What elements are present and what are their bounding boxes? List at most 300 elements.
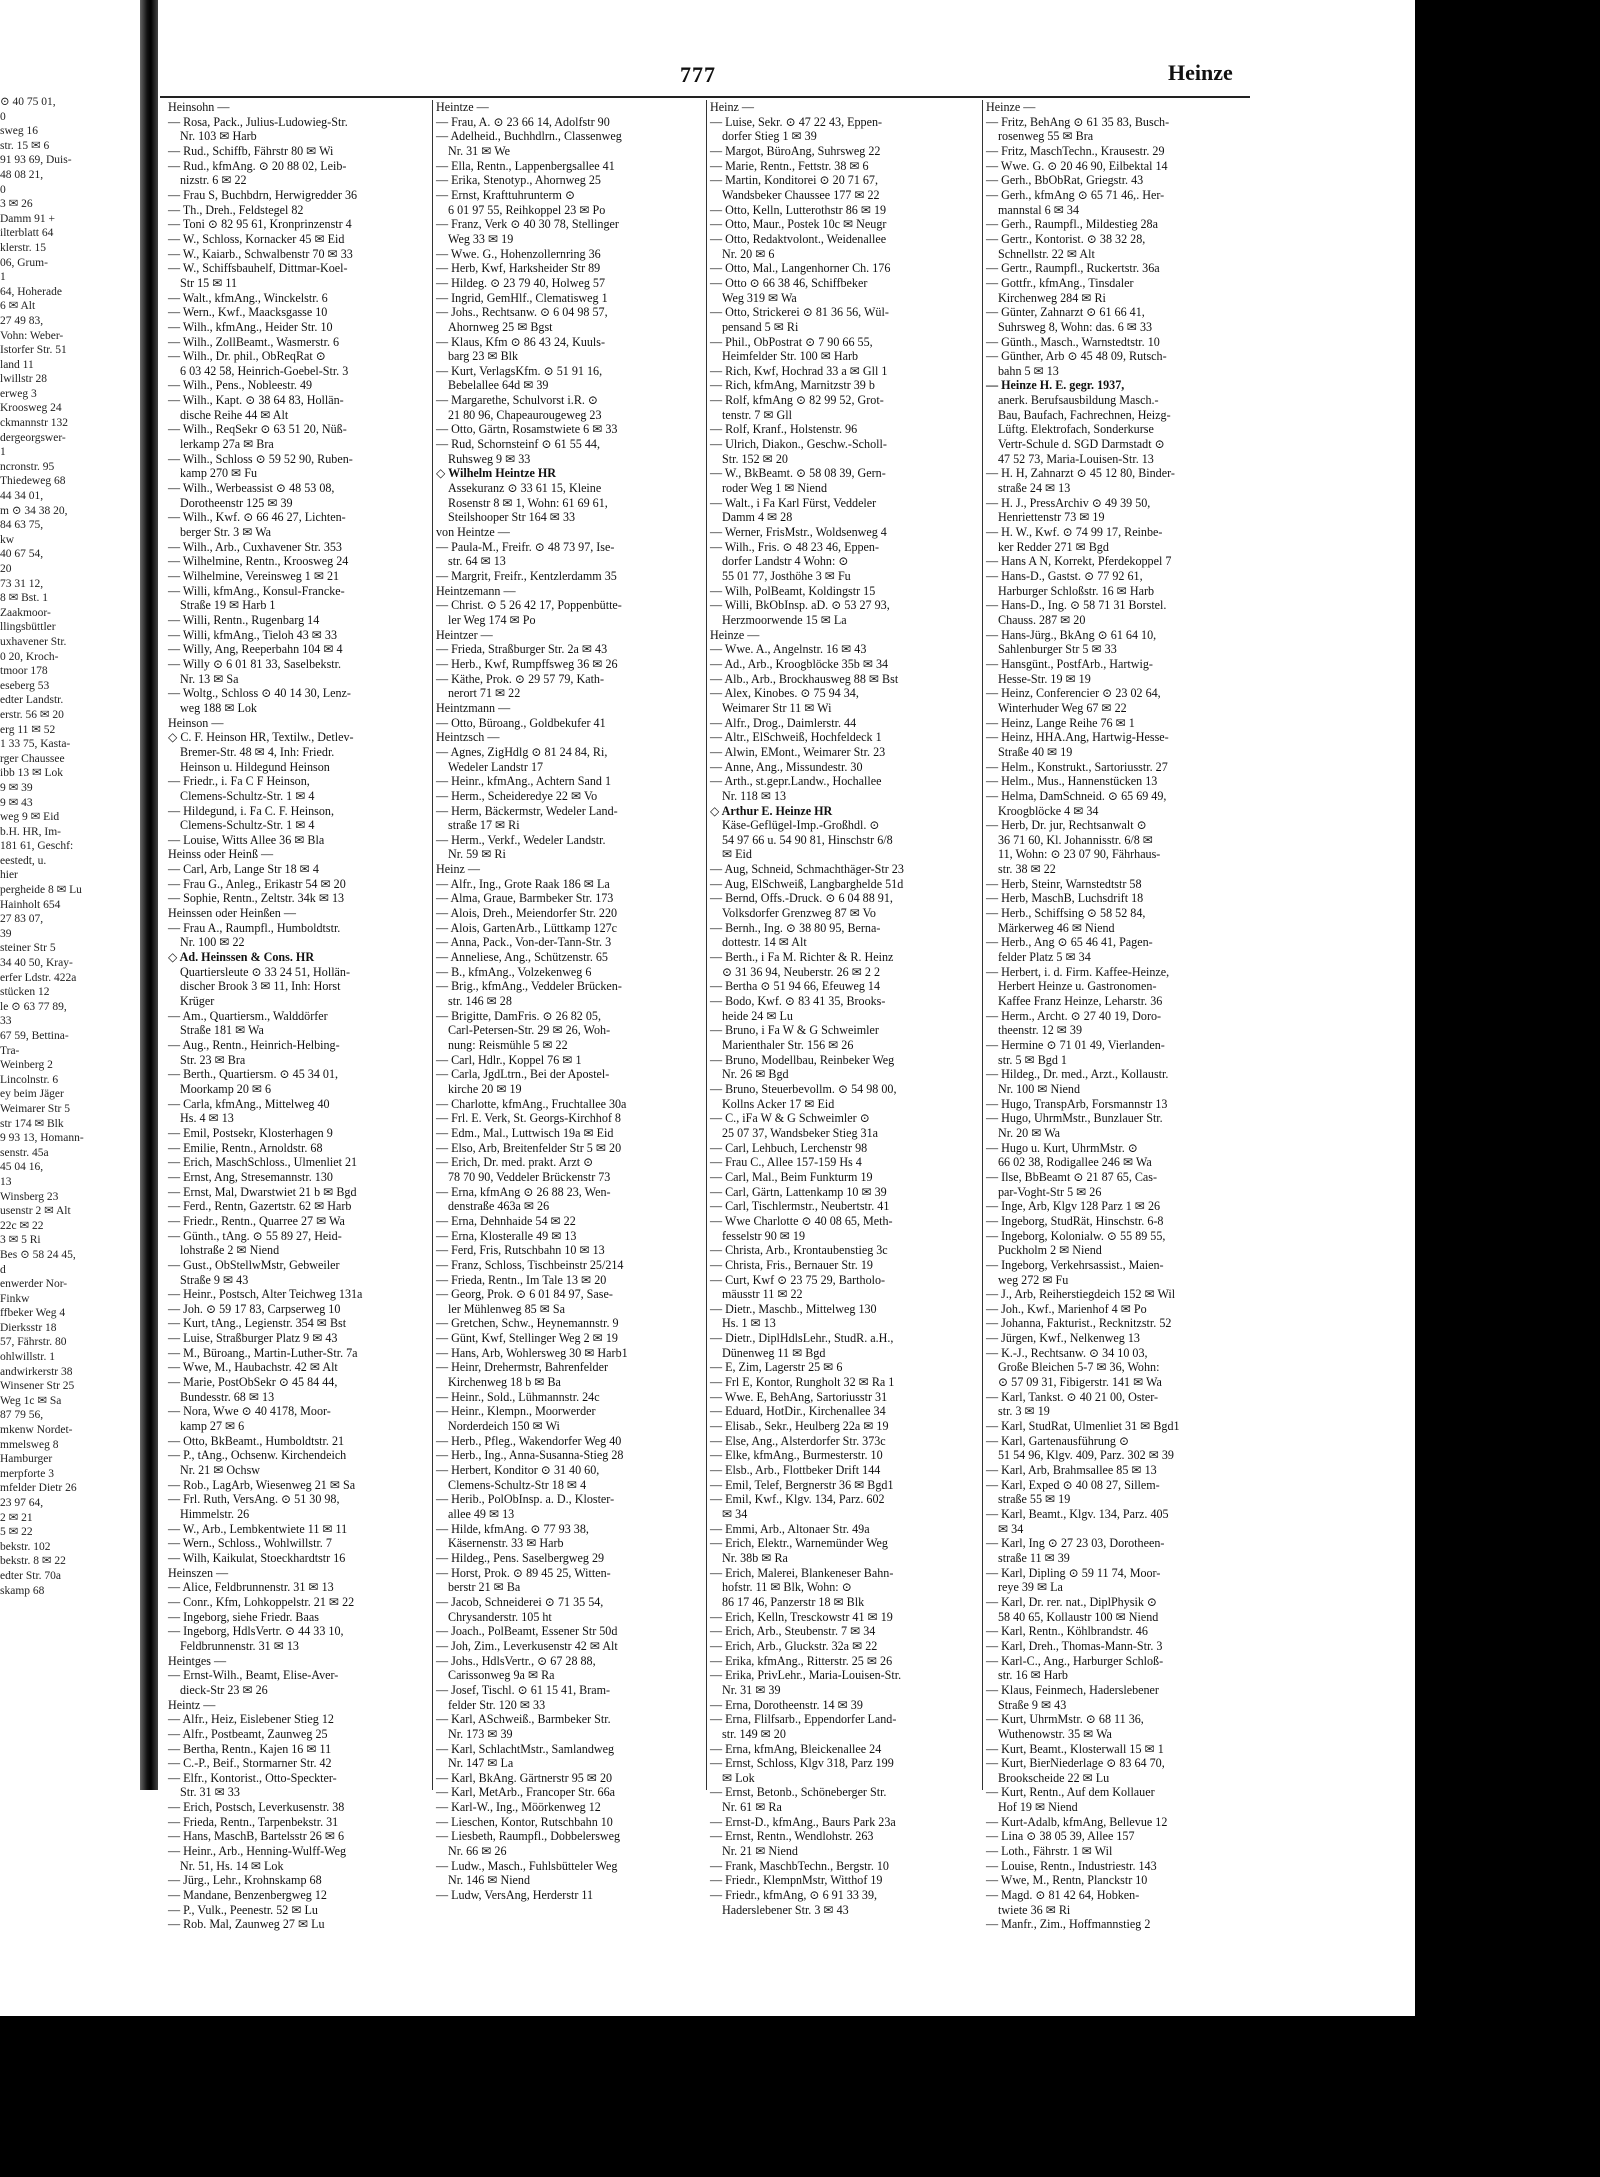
entry-continuation: Straße 9 ✉ 43	[998, 1697, 1067, 1712]
directory-entry: — Carla, JgdLtrn., Bei der Apostel-	[436, 1067, 610, 1082]
directory-entry: — Jacob, Schneiderei ⊙ 71 35 54,	[436, 1594, 604, 1609]
directory-entry: — Ernst, Rentn., Wendlohstr. 263	[710, 1829, 874, 1844]
entry-continuation: ⊙ 31 36 94, Neuberstr. 26 ✉ 2 2	[722, 964, 880, 979]
directory-entry: — Heinr., Sold., Lühmannstr. 24c	[436, 1389, 600, 1404]
margin-fragment: 27 49 83,	[0, 314, 44, 327]
margin-fragment: 0 20, Kroch-	[0, 650, 59, 663]
margin-fragment: ibb 13 ✉ Lok	[0, 767, 63, 780]
entry-continuation: ker Redder 271 ✉ Bgd	[998, 539, 1109, 554]
directory-entry: — Gertr., Kontorist. ⊙ 38 32 28,	[986, 231, 1146, 246]
directory-entry: — Manfr., Zim., Hoffmannstieg 2	[986, 1917, 1151, 1932]
entry-continuation: Nr. 61 ✉ Ra	[722, 1800, 782, 1815]
margin-fragment: hier	[0, 869, 18, 882]
directory-entry: — Bernd, Offs.-Druck. ⊙ 6 04 88 91,	[710, 891, 893, 906]
directory-entry: — Klaus, Feinmech, Haderslebener	[986, 1682, 1159, 1697]
directory-entry: — Carl, Lehbuch, Lerchenstr 98	[710, 1140, 868, 1155]
entry-continuation: Nr. 66 ✉ 26	[448, 1844, 507, 1859]
directory-entry: ◇ C. F. Heinson HR, Textilw., Detlev-	[168, 730, 354, 745]
entry-continuation: kamp 270 ✉ Fu	[180, 466, 257, 481]
margin-fragment: 2 ✉ 21	[0, 1511, 33, 1524]
entry-continuation: ler Weg 174 ✉ Po	[448, 612, 536, 627]
directory-entry: — P., Vulk., Peenestr. 52 ✉ Lu	[168, 1902, 318, 1917]
margin-fragment: 3 ✉ 5 Ri	[0, 1234, 41, 1247]
directory-entry: — Günt, Kwf, Stellinger Weg 2 ✉ 19	[436, 1331, 618, 1346]
margin-fragment: ohlwillstr. 1	[0, 1351, 55, 1364]
directory-entry: — Otto, Büroang., Goldbekufer 41	[436, 715, 606, 730]
directory-entry: — Frieda, Rentn., Im Tale 13 ✉ 20	[436, 1272, 607, 1287]
directory-entry: — Otto, Maur., Postek 10c ✉ Neugr	[710, 217, 887, 232]
entry-continuation: 66 02 38, Rodigallee 246 ✉ Wa	[998, 1155, 1152, 1170]
margin-fragment: Dierksstr 18	[0, 1321, 57, 1334]
entry-continuation: Weg 33 ✉ 19	[448, 231, 514, 246]
margin-fragment: 91 93 69, Duis-	[0, 154, 72, 167]
left-page-margin	[0, 95, 138, 1795]
margin-fragment: kw	[0, 533, 15, 546]
directory-entry: — Heinr, Drehermstr, Bahrenfelder	[436, 1360, 608, 1375]
margin-fragment: mkenw Nordet-	[0, 1424, 73, 1437]
directory-entry: — Frl E, Kontor, Rungholt 32 ✉ Ra 1	[710, 1375, 895, 1390]
directory-entry: — Helm., Mus., Hannenstücken 13	[986, 774, 1158, 789]
margin-fragment: 6 ✉ Alt	[0, 300, 36, 313]
margin-fragment: erstr. 56 ✉ 20	[0, 708, 64, 721]
directory-entry: — Emmi, Arb., Altonaer Str. 49a	[710, 1521, 870, 1536]
directory-entry: — Karl, BkAng. Gärtnerstr 95 ✉ 20	[436, 1770, 613, 1785]
directory-entry: — Charlotte, kfmAng., Fruchtallee 30a	[436, 1096, 627, 1111]
directory-entry: — Rich, kfmAng, Marnitzstr 39 b	[710, 378, 875, 393]
directory-entry: — Friedr., i. Fa C F Heinson,	[168, 774, 310, 789]
directory-entry: — Heinr., Klempn., Moorwerder	[436, 1404, 596, 1419]
margin-fragment: eseberg 53	[0, 679, 50, 692]
entry-continuation: Quartiersleute ⊙ 33 24 51, Hollän-	[180, 964, 350, 979]
directory-entry: — Friedr., Rentn., Quarree 27 ✉ Wa	[168, 1213, 345, 1228]
directory-entry: — Aug., Rentn., Heinrich-Helbing-	[168, 1038, 340, 1052]
directory-entry: — Friedr., kfmAng, ⊙ 6 91 33 39,	[710, 1888, 878, 1903]
directory-entry: — Edm., Mal., Luttwisch 19a ✉ Eid	[436, 1125, 614, 1140]
directory-entry: — Karl, Tankst. ⊙ 40 21 00, Oster-	[986, 1389, 1159, 1404]
entry-continuation: tenstr. 7 ✉ Gll	[722, 407, 792, 422]
directory-entry: — Bodo, Kwf. ⊙ 83 41 35, Brooks-	[710, 994, 886, 1009]
directory-entry: — Frau S, Buchbdrn, Herwigredder 36	[168, 187, 358, 202]
directory-entry: — Hildeg., Dr. med., Arzt., Kollaustr.	[986, 1067, 1169, 1082]
directory-entry: — Käthe, Prok. ⊙ 29 57 79, Kath-	[436, 671, 605, 686]
margin-fragment: Kroosweg 24	[0, 402, 62, 415]
directory-entry: — Willi, kfmAng., Tieloh 43 ✉ 33	[168, 627, 338, 642]
entry-continuation: mäusstr 11 ✉ 22	[722, 1287, 803, 1302]
entry-continuation: Nr. 103 ✉ Harb	[180, 129, 257, 144]
directory-entry: — Ludw, VersAng, Herderstr 11	[436, 1888, 594, 1903]
directory-entry: — Erich, Postsch, Leverkusenstr. 38	[168, 1800, 345, 1815]
entry-continuation: Heinson u. Hildegund Heinson	[180, 759, 330, 774]
margin-fragment: andwirkerstr 38	[0, 1365, 73, 1378]
margin-fragment: 22c ✉ 22	[0, 1219, 44, 1232]
directory-entry: — Ingrid, GemHlf., Clematisweg 1	[436, 290, 608, 305]
directory-entry: — Hansgünt., PostfArb., Hartwig-	[986, 656, 1153, 671]
directory-entry: — Wilh., Kwf. ⊙ 66 46 27, Lichten-	[168, 510, 346, 525]
directory-entry: — Brigitte, DamFris. ⊙ 26 82 05,	[436, 1008, 601, 1023]
entry-continuation: Bremer-Str. 48 ✉ 4, Inh: Friedr.	[180, 744, 335, 759]
directory-entry: — Wilh., kfmAng., Heider Str. 10	[168, 319, 333, 334]
directory-entry: — Erich, Elektr., Warnemünder Weg	[710, 1536, 888, 1551]
margin-fragment: 48 08 21,	[0, 168, 44, 181]
directory-entry: — Wilh., ZollBeamt., Wasmerstr. 6	[168, 334, 340, 349]
directory-entry: — Herb., Ang ⊙ 65 46 41, Pagen-	[986, 935, 1153, 950]
margin-fragment: 23 97 64,	[0, 1497, 44, 1509]
entry-continuation: berstr 21 ✉ Ba	[448, 1580, 521, 1595]
directory-entry: — Bertha ⊙ 51 94 66, Efeuweg 14	[710, 979, 881, 994]
directory-entry: — H. W., Kwf. ⊙ 74 99 17, Reinbe-	[986, 525, 1163, 540]
entry-continuation: Ahornweg 25 ✉ Bgst	[448, 319, 553, 334]
directory-entry: — Alma, Graue, Barmbeker Str. 173	[436, 891, 614, 906]
margin-fragment: 06, Grum-	[0, 256, 48, 269]
entry-continuation: Große Bleichen 5-7 ✉ 36, Wohn:	[998, 1360, 1160, 1375]
margin-fragment: 40 67 54,	[0, 548, 44, 561]
directory-entry: — Herbert, i. d. Firm. Kaffee-Heinze,	[986, 964, 1170, 979]
entry-continuation: straße 55 ✉ 19	[998, 1492, 1071, 1507]
entry-continuation: Puckholm 2 ✉ Niend	[998, 1243, 1102, 1258]
directory-entry: — P., tAng., Ochsenw. Kirchendeich	[168, 1448, 347, 1463]
directory-entry: — Anne, Ang., Missundestr. 30	[710, 759, 863, 774]
directory-entry: — W., Schloss, Kornacker 45 ✉ Eid	[168, 231, 345, 246]
margin-fragment: erfer Ldstr. 422a	[0, 971, 77, 984]
entry-continuation: Hesse-Str. 19 ✉ 19	[998, 671, 1091, 686]
directory-entry: — Wilh., Fris. ⊙ 48 23 46, Eppen-	[710, 539, 879, 554]
entry-continuation: Straße 40 ✉ 19	[998, 744, 1073, 759]
margin-fragment: d	[0, 1263, 6, 1276]
directory-entry: — Carla, kfmAng., Mittelweg 40	[168, 1096, 330, 1111]
directory-entry: — Margrit, Freifr., Kentzlerdamm 35	[436, 569, 617, 583]
directory-entry: — Arth., st.gepr.Landw., Hochallee	[710, 774, 882, 789]
margin-fragment: mmelsweg 8	[0, 1438, 59, 1451]
entry-continuation: Käse-Geflügel-Imp.-Großhdl. ⊙	[722, 818, 880, 833]
directory-entry: — Altr., ElSchweiß, Hochfeldeck 1	[710, 730, 882, 745]
directory-entry: — Heinr., kfmAng., Achtern Sand 1	[436, 774, 611, 789]
directory-entry: — Willi, Rentn., Rugenbarg 14	[168, 612, 320, 627]
surname-heading: Heintze —	[436, 100, 489, 114]
directory-entry: — Alwin, EMont., Weimarer Str. 23	[710, 744, 886, 759]
directory-entry: — Lieschen, Kontor, Rutschbahn 10	[436, 1814, 613, 1829]
entry-continuation: str. 146 ✉ 28	[448, 994, 512, 1009]
surname-heading: Heinze —	[710, 627, 760, 642]
directory-entry: — Sophie, Rentn., Zeltstr. 34k ✉ 13	[168, 891, 345, 906]
directory-entry: — Carl, Gärtn, Lattenkamp 10 ✉ 39	[710, 1184, 887, 1199]
directory-entry: — Jürg., Lehr., Krohnskamp 68	[168, 1873, 322, 1888]
directory-entry: — Rosa, Pack., Julius-Ludowieg-Str.	[168, 114, 348, 129]
entry-continuation: 6 01 97 55, Reihkoppel 23 ✉ Po	[448, 202, 606, 217]
directory-entry: — Erna, kfmAng ⊙ 26 88 23, Wen-	[436, 1184, 611, 1199]
entry-continuation: 54 97 66 u. 54 90 81, Hinschstr 6/8	[722, 832, 893, 847]
column-rule	[982, 100, 983, 1790]
directory-entry: — Wilh., Kapt. ⊙ 38 64 83, Hollän-	[168, 393, 344, 408]
directory-entry: — Wwe, M., Haubachstr. 42 ✉ Alt	[168, 1360, 338, 1375]
entry-continuation: barg 23 ✉ Blk	[448, 349, 519, 364]
directory-entry: — Frieda, Straßburger Str. 2a ✉ 43	[436, 642, 608, 657]
directory-entry: — Willy ⊙ 6 01 81 33, Saselbekstr.	[168, 656, 342, 671]
directory-entry: — C., iFa W & G Schweimler ⊙	[710, 1111, 870, 1126]
margin-fragment: 27 83 07,	[0, 913, 44, 926]
entry-continuation: Hs. 4 ✉ 13	[180, 1111, 234, 1126]
directory-entry: — Hermine ⊙ 71 01 49, Vierlanden-	[986, 1038, 1165, 1052]
directory-entry: — Karl, Dr. rer. nat., DiplPhysik ⊙	[986, 1594, 1158, 1609]
directory-entry: — Karl, StudRat, Ulmenliet 31 ✉ Bgd1	[986, 1419, 1180, 1434]
directory-entry: — Elisab., Sekr., Heulberg 22a ✉ 19	[710, 1419, 889, 1434]
directory-entry: — Ernst, Mal, Dwarstwiet 21 b ✉ Bgd	[168, 1184, 357, 1199]
directory-entry: — Aug, ElSchweiß, Langbarghelde 51d	[710, 876, 904, 891]
margin-fragment: 64, Hoherade	[0, 285, 62, 298]
entry-continuation: Str. 31 ✉ 33	[180, 1785, 240, 1800]
directory-entry: — Erna, Flilfsarb., Eppendorfer Land-	[710, 1712, 897, 1727]
directory-entry: — Werner, FrisMstr., Woldsenweg 4	[710, 525, 887, 540]
margin-fragment: 0	[0, 183, 6, 196]
directory-entry: — Herb., Ing., Anna-Susanna-Stieg 28	[436, 1448, 624, 1463]
margin-fragment: 84 63 75,	[0, 519, 44, 532]
margin-fragment: b.H. HR, Im-	[0, 825, 62, 838]
margin-fragment: 13	[0, 1175, 12, 1188]
entry-continuation: Henriettenstr 73 ✉ 19	[998, 510, 1105, 525]
directory-entry: — Luise, Sekr. ⊙ 47 22 43, Eppen-	[710, 114, 883, 129]
directory-entry: — Herm., Archt. ⊙ 27 40 19, Doro-	[986, 1008, 1162, 1023]
entry-continuation: Nr. 146 ✉ Niend	[448, 1873, 531, 1888]
entry-continuation: Clemens-Schultz-Str. 1 ✉ 4	[180, 818, 315, 833]
margin-fragment: ffbeker Weg 4	[0, 1307, 66, 1320]
directory-entry: — Erich, MaschSchloss., Ulmenliet 21	[168, 1155, 358, 1170]
entry-continuation: lohstraße 2 ✉ Niend	[180, 1243, 280, 1258]
entry-continuation: Vertr-Schule d. SGD Darmstadt ⊙	[998, 437, 1165, 452]
directory-entry: — C.-P., Beif., Stormarner Str. 42	[168, 1756, 332, 1771]
directory-entry: — Dietr., DiplHdlsLehr., StudR. a.H.,	[710, 1331, 894, 1346]
directory-entry: — Christa, Fris., Bernauer Str. 19	[710, 1257, 873, 1272]
surname-heading: Heintz —	[168, 1697, 216, 1712]
entry-continuation: nerort 71 ✉ 22	[448, 686, 521, 701]
entry-continuation: Kirchenweg 284 ✉ Ri	[998, 290, 1106, 305]
directory-entry: — Wilhelmine, Rentn., Kroosweg 24	[168, 554, 349, 569]
margin-fragment: Weimarer Str 5	[0, 1102, 70, 1115]
margin-fragment: klerstr. 15	[0, 241, 46, 254]
directory-entry: — Gerh., Raumpfl., Mildestieg 28a	[986, 217, 1158, 232]
entry-continuation: Straße 9 ✉ 43	[180, 1272, 249, 1287]
margin-fragment: Winsener Str 25	[0, 1380, 75, 1393]
directory-entry: — Toni ⊙ 82 95 61, Kronprinzenstr 4	[168, 217, 352, 232]
directory-entry: — Karl, Arb, Brahmsallee 85 ✉ 13	[986, 1463, 1157, 1478]
directory-entry: — Karl, Ing ⊙ 27 23 03, Dorotheen-	[986, 1536, 1165, 1551]
entry-continuation: ⊙ 57 09 31, Fibigerstr. 141 ✉ Wa	[998, 1375, 1162, 1390]
entry-continuation: Haderslebener Str. 3 ✉ 43	[722, 1902, 849, 1917]
directory-entry: — Herm., Verkf., Wedeler Landstr.	[436, 832, 606, 847]
directory-entry: — Walt., kfmAng., Winckelstr. 6	[168, 290, 328, 305]
directory-entry: — Eduard, HotDir., Kirchenallee 34	[710, 1404, 886, 1419]
directory-entry: — Hugo u. Kurt, UhrmMstr. ⊙	[986, 1140, 1138, 1155]
directory-entry: — Helma, DamSchneid. ⊙ 65 69 49,	[986, 788, 1167, 803]
directory-entry: — Wilh., Dr. phil., ObReqRat ⊙	[168, 349, 326, 364]
directory-entry: — Herb, Kwf, Harksheider Str 89	[436, 261, 601, 276]
margin-fragment: 45 04 16,	[0, 1161, 44, 1174]
directory-entry: — Erna, Dorotheenstr. 14 ✉ 39	[710, 1697, 863, 1712]
entry-continuation: Nr. 31 ✉ 39	[722, 1682, 781, 1697]
directory-entry: — Heinz, Conferencier ⊙ 23 02 64,	[986, 686, 1161, 701]
margin-fragment: 67 59, Bettina-	[0, 1030, 69, 1042]
directory-entry: — Kurt-Adalb, kfmAng, Bellevue 12	[986, 1814, 1168, 1829]
column-1	[168, 100, 436, 1932]
margin-fragment: 1 33 75, Kasta-	[0, 738, 71, 751]
directory-entry: — Herb., Schiffsing ⊙ 58 52 84,	[986, 906, 1146, 921]
directory-entry: — Kurt, UhrmMstr. ⊙ 68 11 36,	[986, 1712, 1144, 1727]
directory-entry: — Carl, Tischlermstr., Neubertstr. 41	[710, 1199, 890, 1214]
margin-fragment: skamp 68	[0, 1584, 45, 1597]
directory-entry: — Hildegund, i. Fa C. F. Heinson,	[168, 803, 334, 818]
entry-continuation: kirche 20 ✉ 19	[448, 1081, 522, 1096]
entry-continuation: str. 3 ✉ 19	[998, 1404, 1050, 1419]
directory-entry: — Wilh, PolBeamt, Koldingstr 15	[710, 583, 876, 598]
entry-continuation: 36 71 60, Kl. Johannisstr. 6/8 ✉	[998, 832, 1153, 847]
margin-fragment: 87 79 56,	[0, 1409, 44, 1422]
entry-continuation: Himmelstr. 26	[180, 1507, 250, 1521]
directory-entry: — Ludw., Masch., Fuhlsbütteler Weg	[436, 1858, 618, 1873]
entry-continuation: kamp 27 ✉ 6	[180, 1419, 245, 1434]
directory-entry: — Ernst-Wilh., Beamt, Elise-Aver-	[168, 1668, 339, 1683]
directory-entry: — Christa, Arb., Krontaubenstieg 3c	[710, 1243, 888, 1258]
directory-entry: — Frl. Ruth, VersAng. ⊙ 51 30 98,	[168, 1492, 340, 1507]
directory-entry: — W., Arb., Lembkentwiete 11 ✉ 11	[168, 1521, 348, 1536]
directory-entry: — Margot, BüroAng, Suhrsweg 22	[710, 143, 881, 158]
running-head: Heinze	[1168, 60, 1233, 85]
margin-fragment: bekstr. 102	[0, 1540, 51, 1553]
directory-entry: — Lina ⊙ 38 05 39, Allee 157	[986, 1829, 1135, 1844]
entry-continuation: Nr. 173 ✉ 39	[448, 1726, 513, 1741]
directory-entry: — Alois, GartenArb., Lüttkamp 127c	[436, 920, 618, 935]
entry-continuation: Marienthaler Str. 156 ✉ 26	[722, 1038, 854, 1052]
directory-entry: — Günth., Masch., Warnstedtstr. 10	[986, 334, 1160, 349]
directory-entry: — Erna, kfmAng, Bleickenallee 24	[710, 1741, 882, 1756]
directory-entry: — Conr., Kfm, Lohkoppelstr. 21 ✉ 22	[168, 1594, 355, 1609]
entry-continuation: Schnellstr. 22 ✉ Alt	[998, 246, 1095, 261]
directory-entry: — Inge, Arb, Klgv 128 Parz 1 ✉ 26	[986, 1199, 1161, 1214]
directory-entry: — Christ. ⊙ 5 26 42 17, Poppenbütte-	[436, 598, 622, 613]
margin-fragment: 39	[0, 927, 12, 940]
directory-entry: — Otto, Strickerei ⊙ 81 36 56, Wül-	[710, 305, 889, 320]
directory-entry: — Johanna, Fakturist., Recknitzstr. 52	[986, 1316, 1172, 1331]
margin-fragment: ckmannstr 132	[0, 417, 69, 430]
directory-entry: — Joh. ⊙ 59 17 83, Carpserweg 10	[168, 1301, 341, 1316]
entry-continuation: ✉ Eid	[722, 847, 752, 862]
directory-entry: — Marie, Rentn., Fettstr. 38 ✉ 6	[710, 158, 869, 173]
entry-continuation: str. 64 ✉ 13	[448, 554, 506, 569]
entry-continuation: Bebelallee 64d ✉ 39	[448, 378, 549, 393]
margin-fragment: merpforte 3	[0, 1467, 54, 1480]
directory-entry: — Wwe. A., Angelnstr. 16 ✉ 43	[710, 642, 867, 657]
surname-heading: Heinz —	[436, 862, 480, 877]
firm-entry: ◇ Ad. Heinssen & Cons. HR	[168, 950, 315, 965]
surname-heading: Heinze —	[986, 100, 1036, 114]
directory-entry: — Heinr., Postsch, Alter Teichweg 131a	[168, 1287, 363, 1302]
directory-entry: — Elfr., Kontorist., Otto-Speckter-	[168, 1770, 337, 1785]
directory-entry: — Fritz, MaschTechn., Krausestr. 29	[986, 143, 1165, 158]
margin-fragment: 57, Fährstr. 80	[0, 1336, 67, 1349]
directory-entry: — Ingeborg, HdlsVertr. ⊙ 44 33 10,	[168, 1624, 344, 1639]
margin-fragment: eestedt, u.	[0, 854, 47, 867]
directory-entry: — Bruno, Steuerbevollm. ⊙ 54 98 00,	[710, 1081, 897, 1096]
margin-fragment: Bes ⊙ 58 24 45,	[0, 1248, 76, 1261]
directory-entry: — Erika, kfmAng., Ritterstr. 25 ✉ 26	[710, 1653, 893, 1668]
margin-fragment: llingsbüttler	[0, 621, 56, 634]
entry-continuation: 11, Wohn: ⊙ 23 07 90, Fährhaus-	[998, 847, 1161, 862]
directory-entry: — Gerh., BbObRat, Griegstr. 43	[986, 173, 1144, 188]
column-4	[986, 100, 1254, 1932]
entry-continuation: 6 03 42 58, Heinrich-Goebel-Str. 3	[180, 363, 349, 378]
directory-entry: — Ferd., Rentn, Gazertstr. 62 ✉ Harb	[168, 1199, 352, 1214]
directory-entry: — Herb, Dr. jur, Rechtsanwalt ⊙	[986, 818, 1147, 833]
directory-entry: — Hildeg., Pens. Saselbergweg 29	[436, 1550, 605, 1565]
entry-continuation: Nr. 51, Hs. 14 ✉ Lok	[180, 1858, 284, 1873]
firm-entry: — Heinze H. E. gegr. 1937,	[986, 378, 1125, 393]
directory-entry: — Karl, Gartenausführung ⊙	[986, 1433, 1130, 1448]
entry-continuation: Kirchenweg 18 b ✉ Ba	[448, 1375, 561, 1390]
entry-continuation: str. 16 ✉ Harb	[998, 1668, 1068, 1683]
entry-continuation: Norderdeich 150 ✉ Wi	[448, 1419, 560, 1434]
entry-continuation: Feldbrunnenstr. 31 ✉ 13	[180, 1638, 299, 1653]
directory-entry: — Alice, Feldbrunnenstr. 31 ✉ 13	[168, 1580, 334, 1595]
directory-entry: — Jürgen, Kwf., Nelkenweg 13	[986, 1331, 1140, 1346]
directory-entry: — Wern., Schloss., Wohlwillstr. 7	[168, 1536, 332, 1551]
directory-entry: — Franz, Schloss, Tischbeinstr 25/214	[436, 1257, 624, 1272]
directory-entry: — Loth., Fährstr. 1 ✉ Wil	[986, 1844, 1113, 1859]
directory-entry: — Ernst, Betonb., Schöneberger Str.	[710, 1785, 887, 1800]
directory-entry: — Wwe. G., Hohenzollernring 36	[436, 246, 601, 261]
entry-continuation: pensand 5 ✉ Ri	[722, 319, 799, 334]
entry-continuation: Nr. 21 ✉ Niend	[722, 1844, 798, 1859]
directory-entry: — Wilh., Pens., Nobleestr. 49	[168, 378, 313, 393]
margin-fragment: 44 34 01,	[0, 490, 44, 503]
directory-entry: — Herb., Pfleg., Wakendorfer Weg 40	[436, 1433, 622, 1448]
directory-entry: — Günter, Zahnarzt ⊙ 61 66 41,	[986, 305, 1145, 320]
directory-entry: — Anneliese, Ang., Schützenstr. 65	[436, 950, 608, 965]
entry-continuation: rosenweg 55 ✉ Bra	[998, 129, 1094, 144]
entry-continuation: ✉ 34	[722, 1507, 748, 1521]
directory-entry: — Gertr., Raumpfl., Ruckertstr. 36a	[986, 261, 1160, 276]
entry-continuation: Dorotheenstr 125 ✉ 39	[180, 495, 293, 510]
directory-entry: — Herb., Kwf, Rumpffsweg 36 ✉ 26	[436, 656, 618, 671]
entry-continuation: felder Str. 120 ✉ 33	[448, 1697, 546, 1712]
margin-fragment: 9 ✉ 43	[0, 796, 33, 809]
margin-fragment: Zaakmoor-	[0, 606, 51, 619]
margin-fragment: weg 9 ✉ Eid	[0, 811, 60, 824]
directory-entry: — Willy, Ang, Reeperbahn 104 ✉ 4	[168, 642, 343, 657]
margin-fragment: ilterblatt 64	[0, 227, 54, 240]
directory-entry: — Heinz, Lange Reihe 76 ✉ 1	[986, 715, 1135, 730]
directory-entry: — Johs., Rechtsanw. ⊙ 6 04 98 57,	[436, 305, 608, 320]
margin-fragment: stücken 12	[0, 986, 50, 999]
directory-entry: — Phil., ObPostrat ⊙ 7 90 66 55,	[710, 334, 873, 349]
directory-entry: — Rob., LagArb, Wiesenweg 21 ✉ Sa	[168, 1477, 356, 1492]
directory-entry: — B., kfmAng., Volzekenweg 6	[436, 964, 592, 979]
entry-continuation: Straße 181 ✉ Wa	[180, 1023, 264, 1038]
margin-fragment: Istorfer Str. 51	[0, 344, 67, 357]
directory-entry: — Magd. ⊙ 81 42 64, Hobken-	[986, 1888, 1140, 1903]
directory-entry: — Herm., Scheideredye 22 ✉ Vo	[436, 788, 598, 803]
directory-entry: — Frank, MaschbTechn., Bergstr. 10	[710, 1858, 889, 1873]
directory-entry: — H. J., PressArchiv ⊙ 49 39 50,	[986, 495, 1151, 510]
directory-entry: — Mandane, Benzenbergweg 12	[168, 1888, 327, 1903]
surname-heading: Heintzmann —	[436, 700, 511, 715]
margin-fragment: dergeorgswer-	[0, 431, 66, 444]
directory-entry: — Hans, MaschB, Bartelsstr 26 ✉ 6	[168, 1829, 345, 1844]
entry-continuation: dorfer Landstr 4 Wohn: ⊙	[722, 554, 849, 569]
entry-continuation: heide 24 ✉ Lu	[722, 1008, 793, 1023]
directory-entry: — Hans-D., Gastst. ⊙ 77 92 61,	[986, 569, 1143, 583]
directory-entry: — Frl. E. Verk, St. Georgs-Kirchhof 8	[436, 1111, 621, 1126]
entry-continuation: Weg 319 ✉ Wa	[722, 290, 797, 305]
margin-fragment: Thiedeweg 68	[0, 475, 66, 488]
directory-entry: — Rolf, Kranf., Holstenstr. 96	[710, 422, 858, 437]
directory-entry: — Otto, Mal., Langenhorner Ch. 176	[710, 261, 891, 276]
